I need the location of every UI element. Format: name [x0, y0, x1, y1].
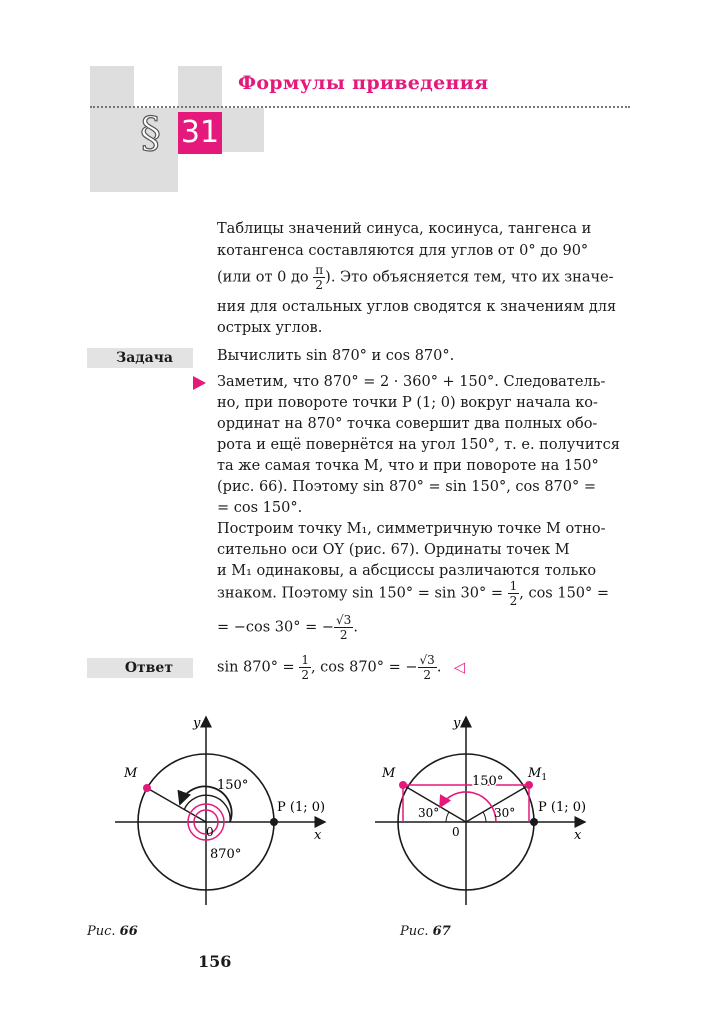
- intro-line-5: острых углов.: [217, 320, 323, 336]
- section-symbol: §: [140, 108, 161, 157]
- answer-fraction-2: $\frac{√3}{2}$: [419, 653, 435, 682]
- fig66-caption: Рис. 66: [87, 924, 138, 939]
- section-number: 31: [178, 112, 222, 154]
- header-block-right: [222, 108, 264, 152]
- fig67-m1-label: $M_1$: [528, 766, 548, 783]
- solution-line-12: = −cos 30° = − $\frac{√3}{2}$ .: [217, 613, 358, 642]
- intro-line-3: [217, 264, 614, 291]
- fig67-point-p: [530, 818, 538, 826]
- fig67-angle-label: 150°: [472, 774, 504, 789]
- fig66-origin-label: 0: [206, 825, 214, 839]
- header-block-left: [90, 66, 134, 192]
- solution-line-3: ординат на 870° точка совершит два полных обо-: [217, 416, 598, 432]
- solution-line-7: = cos 150°.: [217, 500, 303, 516]
- solution-line-6: (рис. 66). Поэтому sin 870° = sin 150°, cos 870° =: [217, 479, 597, 495]
- answer-fraction-1: $\frac{1}{2}$: [301, 653, 309, 682]
- fig67-caption: Рис. 67: [400, 924, 451, 939]
- fig67-rotation-arrow-icon: [440, 792, 496, 822]
- one-half-fraction: $\frac{1}{2}$: [509, 579, 518, 608]
- solution-line-1: Заметим, что 870° = 2 · 360° + 150°. Следователь-: [217, 374, 606, 390]
- intro-line-3-end: ). Это объясняется тем, что их значе-: [325, 269, 614, 286]
- figure-66: [100, 705, 340, 915]
- fig66-point-p: [270, 818, 278, 826]
- fig67-point-m1: [525, 781, 533, 789]
- solution-line-4: рота и ещё повернётся на угол 150°, т. е. получится: [217, 437, 620, 453]
- solution-line-9: сительно оси OY (рис. 67). Ординаты точек M: [217, 542, 570, 558]
- intro-line-2: котангенса составляются для углов от 0° до 90°: [217, 243, 589, 259]
- fig66-angle-label: 150°: [217, 778, 249, 793]
- fig66-point-m: [143, 784, 151, 792]
- solution-line-11: знаком. Поэтому sin 150° = sin 30° = $\frac{1}{2}$ , cos 150° =: [217, 579, 610, 608]
- answer-text: sin 870° = $\frac{1}{2}$ , cos 870° = − $\frac{√3}{2}$ . ◁: [217, 653, 466, 682]
- task-text: Вычислить sin 870° и cos 870°.: [217, 348, 455, 364]
- solution-line-5: та же самая точка M, что и при повороте на 150°: [217, 458, 599, 474]
- fig67-y-label: y: [453, 716, 461, 731]
- fig67-origin-label: 0: [452, 825, 460, 839]
- pi-half-fraction: $\frac{\pi}{2}$: [315, 263, 324, 292]
- fig66-p-label: P (1; 0): [277, 800, 326, 815]
- intro-line-1: Таблицы значений синуса, косинуса, тангенса и: [217, 221, 592, 237]
- fig67-x-label: x: [574, 828, 582, 843]
- sqrt3-half-fraction: $\frac{√3}{2}$: [336, 613, 352, 642]
- solution-line-2: но, при повороте точки P (1; 0) вокруг начала ко-: [217, 395, 598, 411]
- fig67-point-m: [399, 781, 407, 789]
- solution-line-8: Построим точку M₁, симметричную точке M отно-: [217, 521, 606, 537]
- solution-start-triangle-icon: [191, 375, 207, 391]
- fig67-right-angle-label: 30°: [494, 806, 516, 820]
- fig67-angle-arc-left: [446, 812, 449, 822]
- intro-line-3-start: (или от 0 до: [217, 269, 314, 286]
- intro-line-4: ния для остальных углов сводятся к значениям для: [217, 299, 617, 315]
- answer-label: Ответ: [87, 658, 193, 678]
- fig67-p-label: P (1; 0): [538, 800, 587, 815]
- fig67-m-label: M: [382, 766, 396, 781]
- end-of-solution-triangle-icon: ◁: [454, 659, 466, 676]
- page-number: 156: [198, 952, 232, 971]
- figure-67: [360, 705, 600, 915]
- fig66-y-label: y: [193, 716, 201, 731]
- fig66-full-angle-label: 870°: [210, 847, 242, 862]
- task-label: Задача: [87, 348, 193, 368]
- solution-line-10: и M₁ одинаковы, а абсциссы различаются только: [217, 563, 597, 579]
- fig66-x-label: x: [314, 828, 322, 843]
- fig66-radius-om: [147, 788, 206, 822]
- header-dotted-rule: [90, 106, 630, 108]
- fig67-left-angle-label: 30°: [418, 806, 440, 820]
- fig67-angle-arc-right: [483, 812, 486, 822]
- page-title: Формулы приведения: [238, 72, 489, 94]
- fig66-m-label: M: [124, 766, 138, 781]
